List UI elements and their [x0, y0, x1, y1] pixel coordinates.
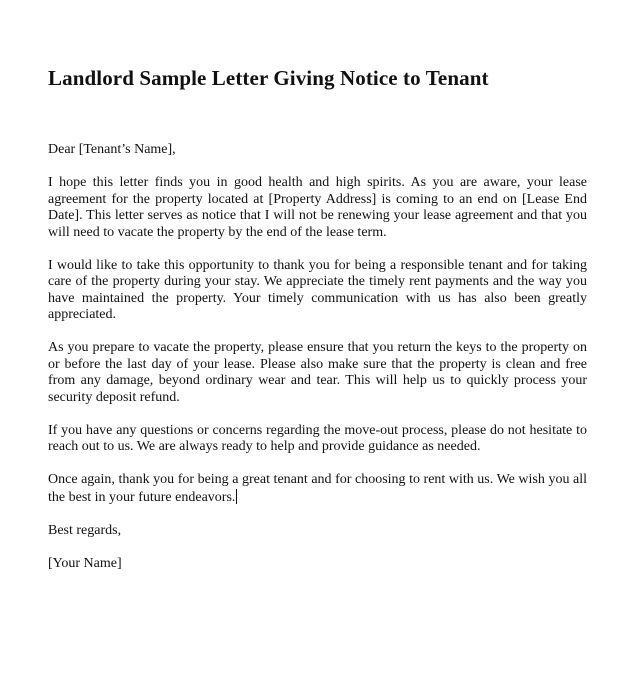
paragraph-3: As you prepare to vacate the property, please ensure that you return the keys to the property on or before the last day of your lease. Please also make sure that the property is clean and free from any damage, beyond ordinary wear and tear. This will help us to quickly process your security deposit refund. — [48, 340, 587, 405]
paragraph-4: If you have any questions or concerns regarding the move-out process, please do not hesitate to reach out to us. We are always ready to help and provide guidance as needed. — [48, 422, 587, 454]
signature: [Your Name] — [48, 555, 122, 571]
paragraph-5-text: Once again, thank you for being a great tenant and for choosing to rent with us. We wish you all the best in your future endeavors. — [48, 472, 587, 505]
closing: Best regards, — [48, 522, 122, 538]
text-cursor — [236, 489, 237, 504]
paragraph-1: I hope this letter finds you in good health and high spirits. As you are aware, your lease agreement for the property located at [Property Address] is coming to an end on [Lease End Date]. This letter serves as notice that I will not be renewing your lease agreement and that you will need to vacate the property by the end of the lease term. — [48, 175, 587, 240]
paragraph-5 — [48, 472, 587, 506]
paragraph-2: I would like to take this opportunity to thank you for being a responsible tenant and for taking care of the property during your stay. We appreciate the timely rent payments and the way you have maintained the property. Your timely communication with us has also been greatly appreciated. — [48, 257, 587, 322]
salutation: Dear [Tenant’s Name], — [48, 142, 176, 157]
letter-body[interactable] — [48, 142, 587, 589]
letter-title: Landlord Sample Letter Giving Notice to Tenant — [48, 66, 489, 90]
